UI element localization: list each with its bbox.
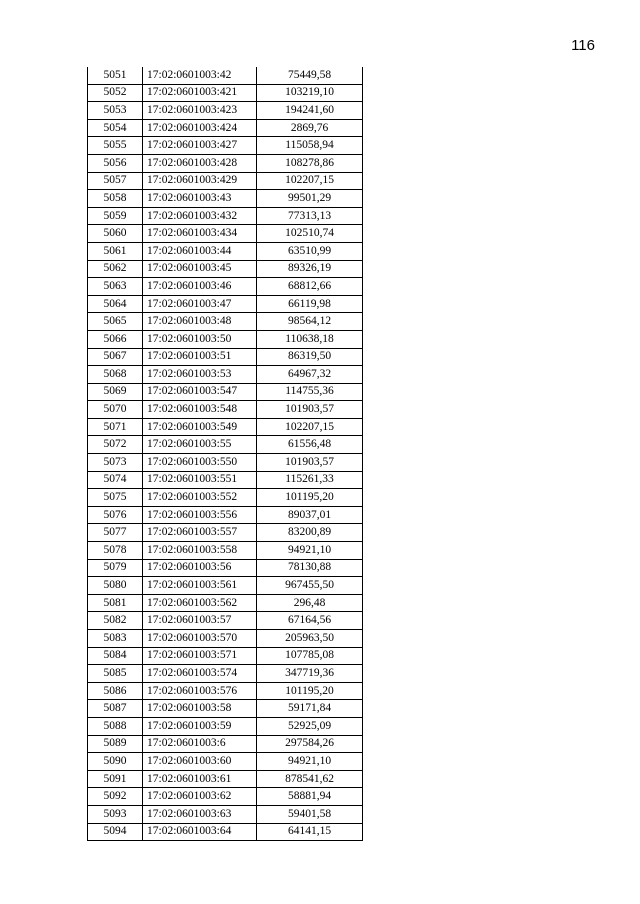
- cadastral-number-cell: 17:02:0601003:556: [143, 506, 257, 524]
- cadastral-number-cell: 17:02:0601003:44: [143, 242, 257, 260]
- row-number-cell: 5094: [88, 823, 143, 841]
- cadastral-value-cell: 75449,58: [257, 67, 363, 84]
- cadastral-number-cell: 17:02:0601003:42: [143, 67, 257, 84]
- cadastral-number-cell: 17:02:0601003:561: [143, 577, 257, 595]
- table-row: [88, 612, 363, 630]
- cadastral-number-cell: 17:02:0601003:50: [143, 330, 257, 348]
- cadastral-value-cell: 205963,50: [257, 630, 363, 648]
- table-body: [88, 67, 363, 841]
- table-row: [88, 823, 363, 841]
- cadastral-value-cell: 107785,08: [257, 647, 363, 665]
- row-number-cell: 5088: [88, 717, 143, 735]
- cadastral-number-cell: 17:02:0601003:45: [143, 260, 257, 278]
- cadastral-number-cell: 17:02:0601003:6: [143, 735, 257, 753]
- table-row: [88, 665, 363, 683]
- cadastral-number-cell: 17:02:0601003:562: [143, 594, 257, 612]
- row-number-cell: 5086: [88, 682, 143, 700]
- cadastral-value-cell: 110638,18: [257, 330, 363, 348]
- cadastral-number-cell: 17:02:0601003:551: [143, 471, 257, 489]
- table-row: [88, 542, 363, 560]
- table-row: [88, 119, 363, 137]
- table-row: [88, 207, 363, 225]
- table-row: [88, 735, 363, 753]
- table-row: [88, 524, 363, 542]
- cadastral-number-cell: 17:02:0601003:552: [143, 489, 257, 507]
- cadastral-value-cell: 101903,57: [257, 454, 363, 472]
- cadastral-number-cell: 17:02:0601003:56: [143, 559, 257, 577]
- cadastral-value-cell: 108278,86: [257, 154, 363, 172]
- row-number-cell: 5054: [88, 119, 143, 137]
- cadastral-number-cell: 17:02:0601003:57: [143, 612, 257, 630]
- table-row: [88, 401, 363, 419]
- table-row: [88, 102, 363, 120]
- cadastral-value-cell: 114755,36: [257, 383, 363, 401]
- row-number-cell: 5063: [88, 278, 143, 296]
- table-row: [88, 788, 363, 806]
- table-row: [88, 172, 363, 190]
- row-number-cell: 5062: [88, 260, 143, 278]
- row-number-cell: 5053: [88, 102, 143, 120]
- row-number-cell: 5091: [88, 770, 143, 788]
- row-number-cell: 5051: [88, 67, 143, 84]
- cadastral-value-cell: 77313,13: [257, 207, 363, 225]
- cadastral-number-cell: 17:02:0601003:549: [143, 418, 257, 436]
- cadastral-value-cell: 64141,15: [257, 823, 363, 841]
- cadastral-value-table: [87, 67, 363, 841]
- cadastral-number-cell: 17:02:0601003:48: [143, 313, 257, 331]
- table-row: [88, 190, 363, 208]
- cadastral-number-cell: 17:02:0601003:429: [143, 172, 257, 190]
- table-row: [88, 278, 363, 296]
- table-row: [88, 594, 363, 612]
- cadastral-value-cell: 194241,60: [257, 102, 363, 120]
- row-number-cell: 5068: [88, 366, 143, 384]
- table-row: [88, 489, 363, 507]
- table-row: [88, 418, 363, 436]
- cadastral-number-cell: 17:02:0601003:47: [143, 295, 257, 313]
- row-number-cell: 5065: [88, 313, 143, 331]
- row-number-cell: 5084: [88, 647, 143, 665]
- cadastral-number-cell: 17:02:0601003:571: [143, 647, 257, 665]
- table-row: [88, 295, 363, 313]
- cadastral-value-cell: 89326,19: [257, 260, 363, 278]
- cadastral-value-cell: 297584,26: [257, 735, 363, 753]
- cadastral-number-cell: 17:02:0601003:548: [143, 401, 257, 419]
- row-number-cell: 5090: [88, 753, 143, 771]
- row-number-cell: 5056: [88, 154, 143, 172]
- table-row: [88, 366, 363, 384]
- table-row: [88, 67, 363, 84]
- table-row: [88, 753, 363, 771]
- cadastral-number-cell: 17:02:0601003:58: [143, 700, 257, 718]
- row-number-cell: 5057: [88, 172, 143, 190]
- cadastral-number-cell: 17:02:0601003:576: [143, 682, 257, 700]
- row-number-cell: 5069: [88, 383, 143, 401]
- row-number-cell: 5076: [88, 506, 143, 524]
- table-row: [88, 260, 363, 278]
- row-number-cell: 5080: [88, 577, 143, 595]
- table-row: [88, 630, 363, 648]
- cadastral-value-cell: 101195,20: [257, 489, 363, 507]
- cadastral-value-cell: 296,48: [257, 594, 363, 612]
- table-row: [88, 559, 363, 577]
- cadastral-value-cell: 2869,76: [257, 119, 363, 137]
- page-number: 116: [571, 37, 595, 54]
- row-number-cell: 5082: [88, 612, 143, 630]
- cadastral-value-cell: 967455,50: [257, 577, 363, 595]
- cadastral-number-cell: 17:02:0601003:53: [143, 366, 257, 384]
- cadastral-number-cell: 17:02:0601003:59: [143, 717, 257, 735]
- row-number-cell: 5055: [88, 137, 143, 155]
- cadastral-number-cell: 17:02:0601003:63: [143, 805, 257, 823]
- table-row: [88, 805, 363, 823]
- cadastral-value-cell: 101195,20: [257, 682, 363, 700]
- table-row: [88, 717, 363, 735]
- cadastral-number-cell: 17:02:0601003:434: [143, 225, 257, 243]
- table-row: [88, 436, 363, 454]
- table-row: [88, 84, 363, 102]
- cadastral-value-cell: 86319,50: [257, 348, 363, 366]
- row-number-cell: 5087: [88, 700, 143, 718]
- row-number-cell: 5059: [88, 207, 143, 225]
- cadastral-number-cell: 17:02:0601003:55: [143, 436, 257, 454]
- row-number-cell: 5075: [88, 489, 143, 507]
- cadastral-number-cell: 17:02:0601003:62: [143, 788, 257, 806]
- cadastral-number-cell: 17:02:0601003:557: [143, 524, 257, 542]
- cadastral-value-cell: 89037,01: [257, 506, 363, 524]
- cadastral-number-cell: 17:02:0601003:60: [143, 753, 257, 771]
- row-number-cell: 5078: [88, 542, 143, 560]
- table-row: [88, 225, 363, 243]
- row-number-cell: 5060: [88, 225, 143, 243]
- row-number-cell: 5083: [88, 630, 143, 648]
- cadastral-value-cell: 64967,32: [257, 366, 363, 384]
- cadastral-value-cell: 102207,15: [257, 418, 363, 436]
- table-row: [88, 647, 363, 665]
- cadastral-value-cell: 67164,56: [257, 612, 363, 630]
- row-number-cell: 5073: [88, 454, 143, 472]
- row-number-cell: 5066: [88, 330, 143, 348]
- cadastral-value-cell: 78130,88: [257, 559, 363, 577]
- cadastral-number-cell: 17:02:0601003:64: [143, 823, 257, 841]
- cadastral-number-cell: 17:02:0601003:574: [143, 665, 257, 683]
- row-number-cell: 5092: [88, 788, 143, 806]
- cadastral-value-cell: 59401,58: [257, 805, 363, 823]
- cadastral-number-cell: 17:02:0601003:427: [143, 137, 257, 155]
- cadastral-value-cell: 98564,12: [257, 313, 363, 331]
- cadastral-number-cell: 17:02:0601003:43: [143, 190, 257, 208]
- cadastral-value-cell: 878541,62: [257, 770, 363, 788]
- cadastral-value-cell: 83200,89: [257, 524, 363, 542]
- row-number-cell: 5070: [88, 401, 143, 419]
- cadastral-value-cell: 52925,09: [257, 717, 363, 735]
- table-row: [88, 242, 363, 260]
- cadastral-value-cell: 102207,15: [257, 172, 363, 190]
- row-number-cell: 5052: [88, 84, 143, 102]
- cadastral-number-cell: 17:02:0601003:424: [143, 119, 257, 137]
- cadastral-number-cell: 17:02:0601003:46: [143, 278, 257, 296]
- row-number-cell: 5089: [88, 735, 143, 753]
- cadastral-value-cell: 94921,10: [257, 753, 363, 771]
- table-row: [88, 471, 363, 489]
- table-row: [88, 577, 363, 595]
- row-number-cell: 5079: [88, 559, 143, 577]
- table-row: [88, 154, 363, 172]
- cadastral-value-cell: 58881,94: [257, 788, 363, 806]
- cadastral-value-cell: 94921,10: [257, 542, 363, 560]
- table-row: [88, 454, 363, 472]
- cadastral-value-cell: 61556,48: [257, 436, 363, 454]
- cadastral-number-cell: 17:02:0601003:547: [143, 383, 257, 401]
- cadastral-number-cell: 17:02:0601003:428: [143, 154, 257, 172]
- cadastral-value-cell: 68812,66: [257, 278, 363, 296]
- row-number-cell: 5061: [88, 242, 143, 260]
- cadastral-number-cell: 17:02:0601003:432: [143, 207, 257, 225]
- cadastral-number-cell: 17:02:0601003:61: [143, 770, 257, 788]
- table-row: [88, 330, 363, 348]
- row-number-cell: 5077: [88, 524, 143, 542]
- cadastral-value-cell: 101903,57: [257, 401, 363, 419]
- table-row: [88, 348, 363, 366]
- cadastral-number-cell: 17:02:0601003:570: [143, 630, 257, 648]
- cadastral-value-cell: 347719,36: [257, 665, 363, 683]
- cadastral-value-cell: 63510,99: [257, 242, 363, 260]
- row-number-cell: 5072: [88, 436, 143, 454]
- row-number-cell: 5081: [88, 594, 143, 612]
- cadastral-value-cell: 59171,84: [257, 700, 363, 718]
- table-row: [88, 770, 363, 788]
- row-number-cell: 5093: [88, 805, 143, 823]
- row-number-cell: 5064: [88, 295, 143, 313]
- table-row: [88, 313, 363, 331]
- cadastral-value-cell: 115058,94: [257, 137, 363, 155]
- table-row: [88, 383, 363, 401]
- cadastral-number-cell: 17:02:0601003:550: [143, 454, 257, 472]
- cadastral-number-cell: 17:02:0601003:558: [143, 542, 257, 560]
- cadastral-number-cell: 17:02:0601003:51: [143, 348, 257, 366]
- row-number-cell: 5085: [88, 665, 143, 683]
- row-number-cell: 5067: [88, 348, 143, 366]
- row-number-cell: 5074: [88, 471, 143, 489]
- cadastral-value-cell: 99501,29: [257, 190, 363, 208]
- cadastral-value-cell: 103219,10: [257, 84, 363, 102]
- table-row: [88, 682, 363, 700]
- table-row: [88, 137, 363, 155]
- cadastral-value-cell: 102510,74: [257, 225, 363, 243]
- cadastral-number-cell: 17:02:0601003:421: [143, 84, 257, 102]
- row-number-cell: 5058: [88, 190, 143, 208]
- cadastral-value-cell: 115261,33: [257, 471, 363, 489]
- table-row: [88, 506, 363, 524]
- cadastral-number-cell: 17:02:0601003:423: [143, 102, 257, 120]
- table-row: [88, 700, 363, 718]
- cadastral-value-cell: 66119,98: [257, 295, 363, 313]
- row-number-cell: 5071: [88, 418, 143, 436]
